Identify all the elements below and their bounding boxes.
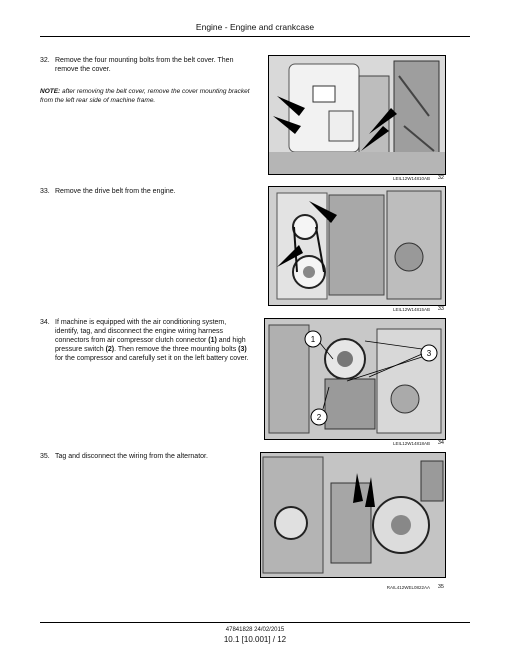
figure-33-photo: [268, 186, 446, 306]
step-number: 35.: [40, 453, 50, 460]
figure-34-number: 34: [437, 440, 444, 446]
figure-35-photo: [260, 452, 446, 578]
step-text: Remove the drive belt from the engine.: [55, 188, 176, 195]
callout-2: 2: [316, 413, 322, 422]
figure-35-ref: RAIL412WEL0822AA: [386, 585, 430, 590]
step-text: [55, 318, 250, 363]
figure-33-ref: LEIL12W14815AB: [392, 307, 430, 312]
callout-ref-3: (3): [238, 346, 247, 353]
note-label: NOTE:: [40, 88, 61, 95]
belt-cover-illustration: [269, 56, 445, 174]
footer-rule: [40, 622, 470, 623]
drive-belt-illustration: [269, 187, 445, 305]
callout-1: 1: [310, 335, 316, 344]
step-text-part: and high pressure switch: [55, 337, 246, 353]
header-rule: [40, 36, 470, 37]
note-text: after removing the belt cover, remove the cover mounting bracket from the left rear side of machine frame.: [40, 88, 250, 104]
figure-32-ref: LEIL12W14810AB: [392, 176, 430, 181]
step-text-part: If machine is equipped with the air conditioning system, identify, tag, and disconnect the engine wiring harness connectors from air compressor clutch connector: [55, 319, 227, 344]
page-number: 10.1 [10.001] / 12: [223, 635, 287, 644]
step-number: 32.: [40, 57, 50, 64]
step-text: Remove the four mounting bolts from the belt cover. Then remove the cover.: [55, 57, 234, 73]
step-number: 33.: [40, 188, 50, 195]
figure-32-photo: [268, 55, 446, 175]
page-header: Engine - Engine and crankcase: [195, 22, 315, 32]
figure-34-photo: [264, 318, 446, 440]
step-text: Tag and disconnect the wiring from the alternator.: [55, 453, 208, 460]
ac-compressor-illustration: [265, 319, 445, 439]
figure-34-ref: LEIL12W14818AB: [392, 441, 430, 446]
step-text-part: for the compressor and carefully set it on the left battery cover.: [55, 355, 249, 362]
step-35: [40, 452, 250, 461]
step-33: [40, 187, 250, 196]
step-34: [40, 318, 250, 363]
footer-doc-id: 47841828 24/02/2015: [225, 627, 285, 633]
step-text-part: . Then remove the three mounting bolts: [114, 346, 239, 353]
callout-ref-2: (2): [105, 346, 115, 353]
note: [40, 88, 255, 105]
figure-35-number: 35: [437, 584, 444, 590]
callout-ref-1: (1): [208, 337, 217, 344]
step-number: 34.: [40, 319, 50, 326]
figure-32-number: 32: [437, 175, 444, 181]
callout-3: 3: [426, 349, 432, 358]
figure-33-number: 33: [437, 306, 444, 312]
alternator-illustration: [261, 453, 445, 577]
step-32: [40, 56, 250, 74]
